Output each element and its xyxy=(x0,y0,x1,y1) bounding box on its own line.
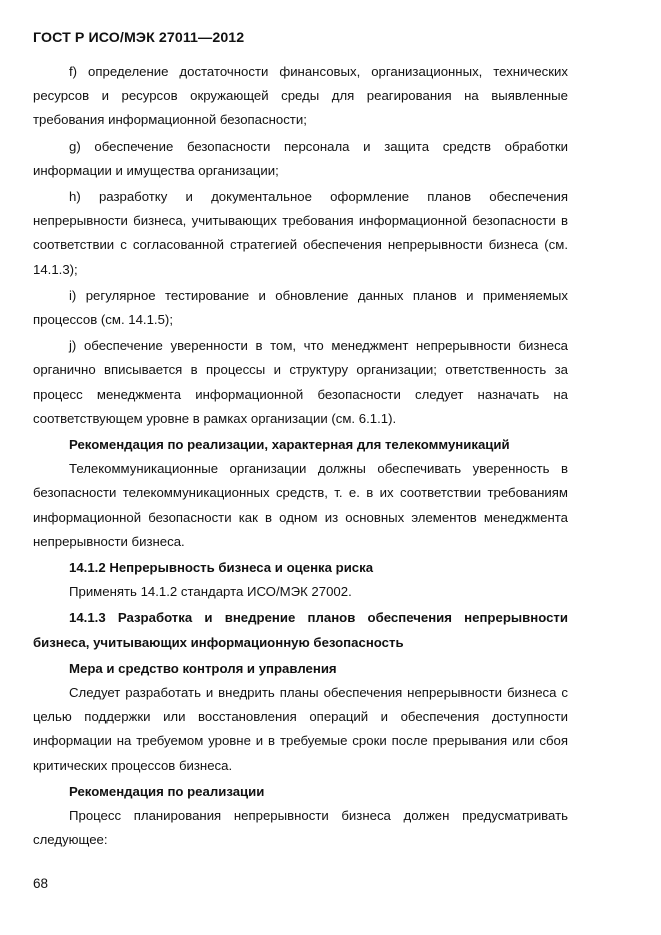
list-item-f: f) определение достаточности финансовых, организационных, технических ресурсов и ресурсов окружающей среды для реагирования на выявленные требования информационной безопасности; xyxy=(33,64,568,128)
list-item-j: j) обеспечение уверенности в том, что менеджмент непрерывности бизнеса органично вписывается в процессы и структуру организации; ответственность за процесс менеджмента информационной безопасности следует назначать на соответствующем уровне в рамках организации (см. 6.1.1). xyxy=(33,338,568,426)
list-item-i: i) регулярное тестирование и обновление данных планов и применяемых процессов (см. 14.1.5); xyxy=(33,287,568,328)
document-header: ГОСТ Р ИСО/МЭК 27011—2012 xyxy=(33,30,245,46)
control-paragraph: Следует разработать и внедрить планы обеспечения непрерывности бизнеса с целью поддержки или восстановления операций и обеспечения доступности информации на требуемом уровне и в требуемые сроки после прерывания или сбоя критических процессов бизнеса. xyxy=(33,685,568,773)
list-item-g: g) обеспечение безопасности персонала и защита средств обработки информации и имущества организации; xyxy=(33,138,568,178)
section-14-1-3-heading: 14.1.3 Разработка и внедрение планов обеспечения непрерывности бизнеса, учитывающих информационную безопасность xyxy=(33,610,568,650)
page-number: 68 xyxy=(33,876,49,891)
implementation-paragraph: Процесс планирования непрерывности бизнеса должен предусматривать следующее: xyxy=(33,808,568,848)
implementation-heading: Рекомендация по реализации xyxy=(69,783,265,799)
section-14-1-2-heading: 14.1.2 Непрерывность бизнеса и оценка риска xyxy=(69,560,374,576)
page-body xyxy=(33,60,568,853)
section-14-1-2-text: Применять 14.1.2 стандарта ИСО/МЭК 27002. xyxy=(69,584,352,600)
telecom-paragraph: Телекоммуникационные организации должны обеспечивать уверенность в безопасности телекоммуникационных средств, т. е. в их соответствии требованиям информационной безопасности как в одном из основных элементов менеджмента непрерывности бизнеса. xyxy=(33,461,568,549)
list-item-h: h) разработку и документальное оформление планов обеспечения непрерывности бизнеса, учитывающих требования информационной безопасности в соответствии с согласованной стратегией обеспечения непрерывности бизнеса (см. 14.1.3); xyxy=(33,189,568,277)
control-heading: Мера и средство контроля и управления xyxy=(69,660,337,676)
telecom-heading: Рекомендация по реализации, характерная для телекоммуникаций xyxy=(69,437,510,453)
